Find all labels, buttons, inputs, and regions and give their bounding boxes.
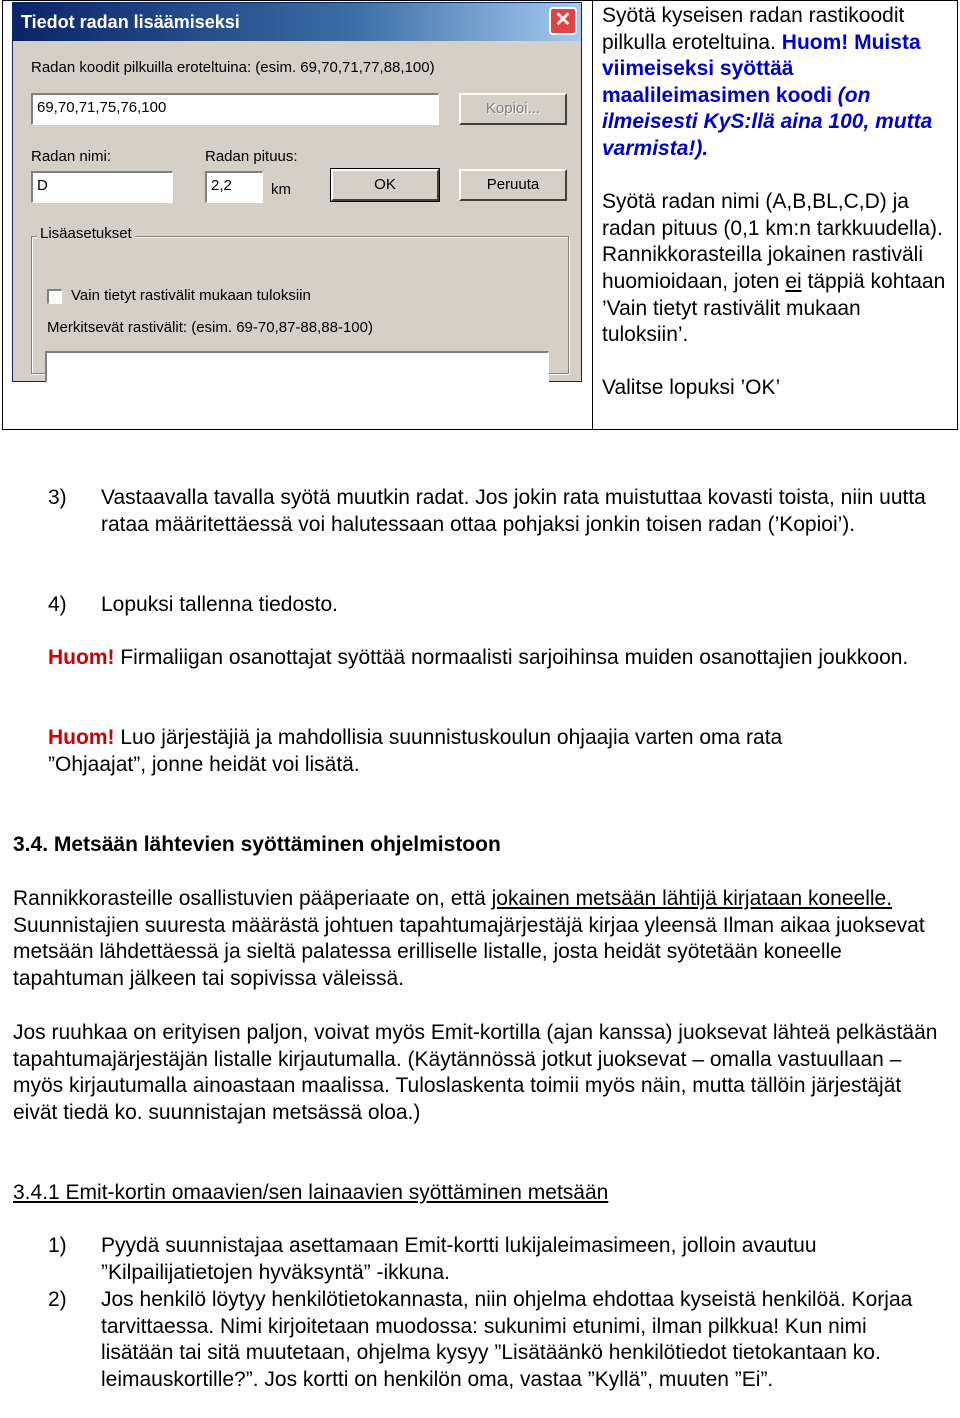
step-text: Lopuksi tallenna tiedosto. [101, 593, 338, 616]
item-number: 2) [48, 1288, 67, 1311]
name-label: Radan nimi: [31, 148, 112, 165]
section-paragraph: Jos ruuhkaa on erityisen paljon, voivat myös Emit-kortilla (ajan kanssa) juoksevat lähteä pelkästään tapahtumajärjestäjän listalle kirjautumalla. (Käytännössä jotkut juoksevat – omalla vastuullaan – myös kirjautumalla ainoastaan maalissa. Tuloslaskenta toimii myös näin, mutta tällöin järjestäjät eivät tiedä ko. suunnistajan metsässä oloa.) [13, 1021, 938, 1124]
name-input[interactable]: D [31, 171, 173, 203]
codes-input[interactable]: 69,70,71,75,76,100 [31, 93, 439, 125]
length-input[interactable]: 2,2 [205, 171, 263, 203]
step-number: 4) [48, 593, 67, 616]
note-firmaliiga: Huom! Firmaliigan osanottajat syöttää normaalisti sarjoihinsa muiden osanottajien joukkoon. [48, 646, 909, 669]
instruction-name-length: Syötä radan nimi (A,B,BL,C,D) ja radan pituus (0,1 km:n tarkkuudella). Rannikkorasteilla jokainen rastiväli huomioidaan, joten ei täppiä kohtaan ’Vain tietyt rastivälit mukaan tuloksiin’. [602, 190, 946, 347]
section-paragraph: Rannikkorasteille osallistuvien pääperiaate on, että jokainen metsään lähtijä kirjataan koneelle. Suunnistajien suuresta määrästä johtuen tapahtumajärjestäjä kirjaa yleensä Ilman aikaa juoksevat metsään lähdettäessä ja sieltä palatessa erilliselle listalle, josta heidät syötetään koneelle tapahtuman jälkeen tai sopivissa väleissä. [13, 887, 925, 990]
cancel-button[interactable]: Peruuta [459, 169, 567, 201]
close-icon[interactable]: ✕ [549, 7, 577, 35]
dialog-title: Tiedot radan lisäämiseksi [21, 12, 240, 32]
note-huom: Huom! [781, 30, 849, 54]
checkbox-label: Vain tietyt rastivälit mukaan tuloksiin [71, 287, 311, 304]
instruction-ok: Valitse lopuksi ’OK’ [602, 376, 781, 400]
dialog-instructions [602, 3, 952, 402]
marked-legs-label: Merkitsevät rastivälit: (esim. 69-70,87-88,88-100) [47, 319, 373, 336]
dialog-body [13, 41, 581, 381]
marked-legs-input[interactable] [45, 351, 549, 383]
dialog-title-bar [13, 3, 581, 41]
item-text: Pyydä suunnistajaa asettamaan Emit-kortti lukijaleimasimeen, jolloin avautuu ”Kilpailijatietojen hyväksyntä” -ikkuna. [101, 1234, 817, 1284]
length-unit: km [271, 181, 291, 198]
frame-divider [592, 0, 593, 430]
item-text: Jos henkilö löytyy henkilötietokannasta, niin ohjelma ehdottaa kyseistä henkilöä. Korjaa tarvittaessa. Nimi kirjoitetaan muodossa: sukunimi etunimi, ilman pilkkua! Kun nimi lisätään tai sitä muutetaan, ohjelma kysyy ”Lisätäänkö henkilötiedot tietokantaan ko. leimauskortille?”. Jos kortti on henkilön oma, vastaa ”Kyllä”, muuten ”Ei”. [101, 1288, 913, 1391]
subsection-heading: 3.4.1 Emit-kortin omaavien/sen lainaavien syöttäminen metsään [13, 1181, 609, 1204]
section-heading: 3.4. Metsään lähtevien syöttäminen ohjelmistoon [13, 833, 501, 856]
advanced-settings-title: Lisäasetukset [37, 225, 135, 242]
copy-button[interactable]: Kopioi... [459, 93, 567, 125]
length-label: Radan pituus: [205, 148, 298, 165]
step-text: Vastaavalla tavalla syötä muutkin radat. Jos jokin rata muistuttaa kovasti toista, niin uutta rataa määritettäessä voi halutessaan ottaa pohjaksi jonkin toisen radan (’Kopioi’). [101, 486, 926, 536]
add-course-dialog [12, 2, 582, 382]
note-ohjaajat: Huom! Luo järjestäjiä ja mahdollisia suunnistuskoulun ohjaajia varten oma rata ”Ohjaajat”, jonne heidät voi lisätä. [48, 726, 783, 776]
item-number: 1) [48, 1234, 67, 1257]
ok-button[interactable]: OK [331, 169, 439, 201]
instruction-codes: Syötä kyseisen radan rastikoodit pilkulla eroteltuina. Huom! Muista viimeiseksi syöttää maalileimasimen koodi (on ilmeisesti KyS:llä aina 100, mutta varmista!). [602, 4, 933, 160]
only-selected-legs-checkbox[interactable] [47, 289, 62, 304]
step-number: 3) [48, 486, 67, 509]
codes-label: Radan koodit pilkuilla eroteltuina: (esim. 69,70,71,77,88,100) [31, 59, 435, 76]
